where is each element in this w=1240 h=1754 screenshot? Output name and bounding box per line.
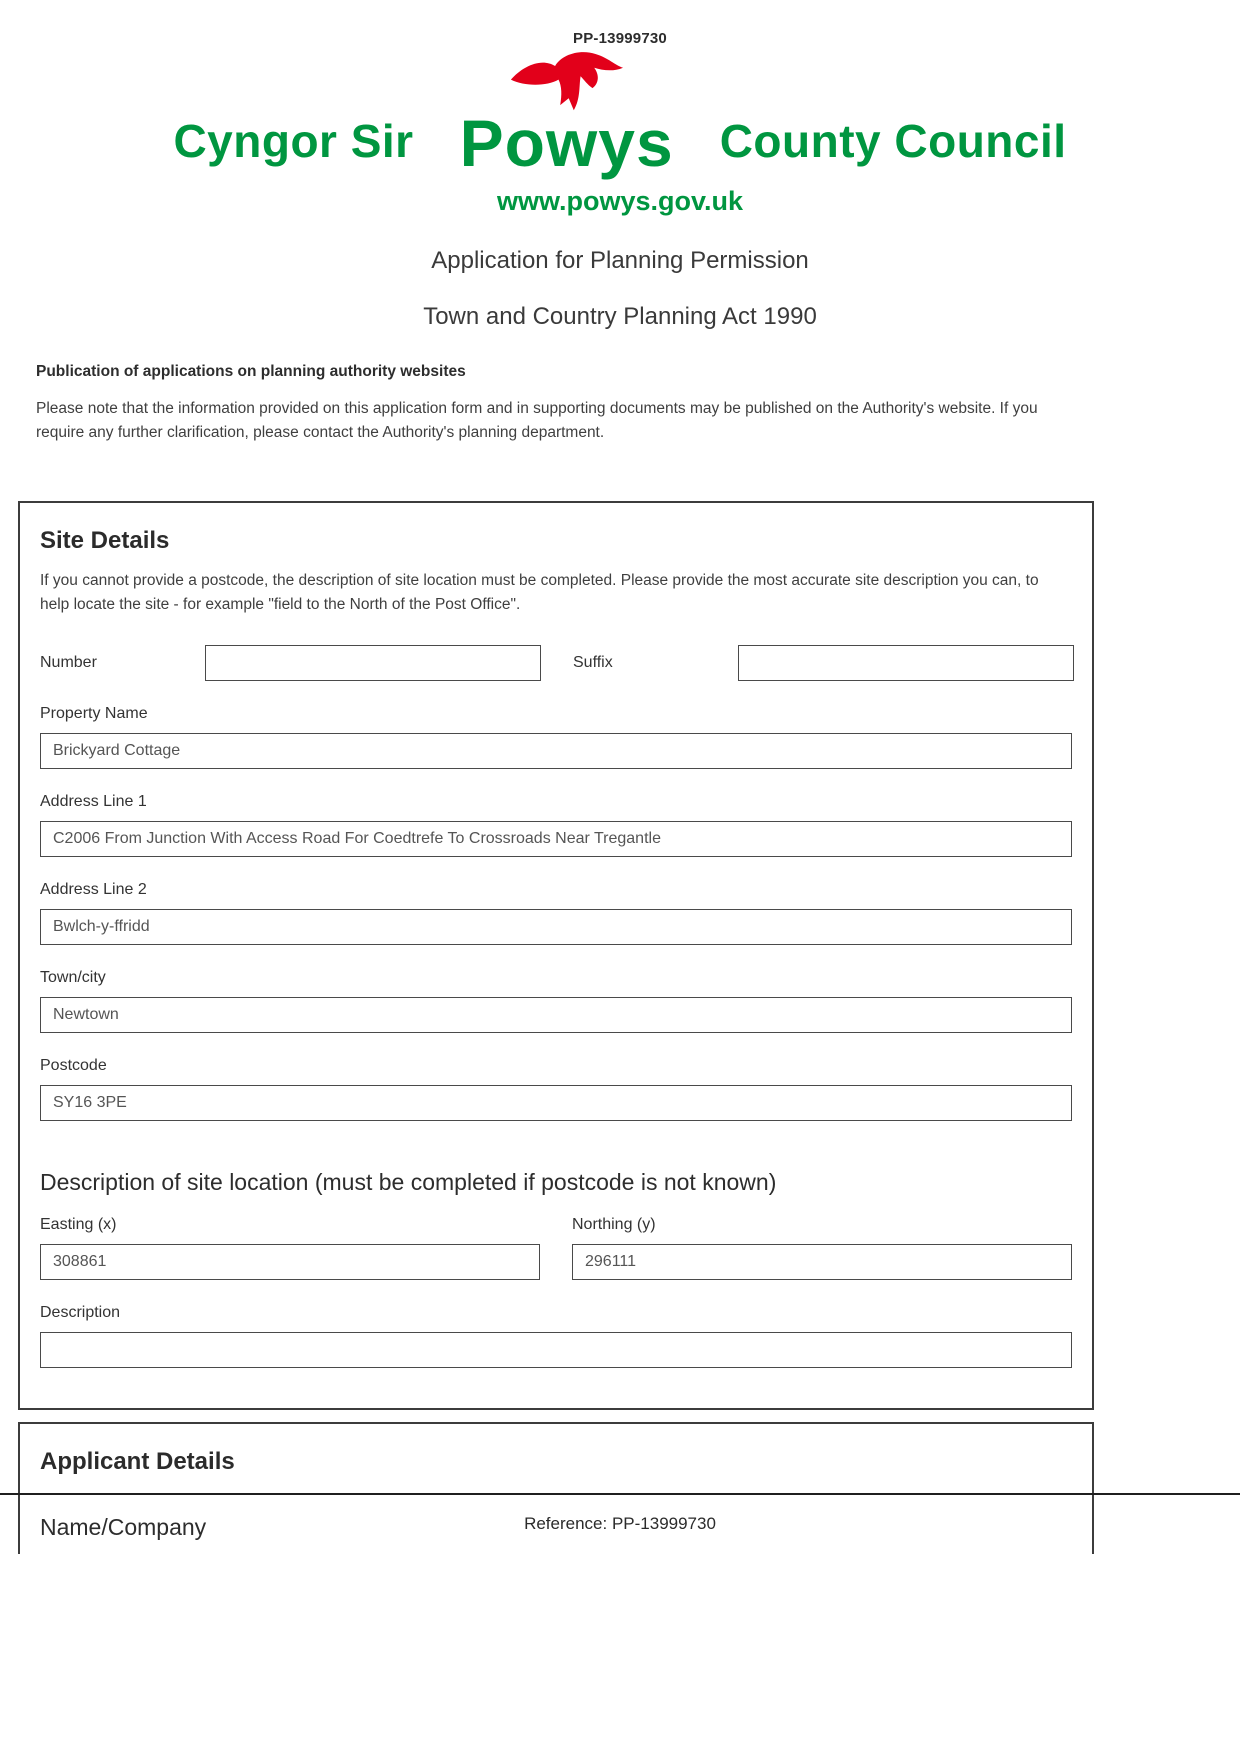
address-line-1-input[interactable] bbox=[40, 821, 1072, 857]
easting-northing-row bbox=[40, 1216, 1072, 1280]
address-line-1-field bbox=[40, 793, 1072, 857]
town-city-field bbox=[40, 969, 1072, 1033]
address-line-2-input[interactable] bbox=[40, 909, 1072, 945]
property-name-label: Property Name bbox=[40, 705, 148, 723]
town-city-input[interactable] bbox=[40, 997, 1072, 1033]
property-name-input[interactable] bbox=[40, 733, 1072, 769]
logo-text-english: County Council bbox=[719, 115, 1067, 168]
postcode-field bbox=[40, 1057, 1072, 1121]
site-details-heading: Site Details bbox=[40, 527, 170, 555]
logo-brand-block bbox=[460, 49, 674, 178]
name-company-label: Name/Company bbox=[40, 1514, 207, 1541]
footer-divider bbox=[0, 1493, 1240, 1495]
council-website-link[interactable]: www.powys.gov.uk bbox=[496, 186, 744, 217]
property-name-field bbox=[40, 705, 1072, 769]
logo-text-welsh: Cyngor Sir bbox=[173, 115, 414, 168]
site-details-section bbox=[18, 501, 1094, 1410]
red-kite-icon bbox=[503, 49, 631, 109]
town-city-label: Town/city bbox=[40, 969, 106, 987]
applicant-details-section bbox=[18, 1422, 1094, 1554]
postcode-input[interactable] bbox=[40, 1085, 1072, 1121]
council-logo bbox=[0, 49, 1240, 178]
document-title: Application for Planning Permission bbox=[431, 247, 809, 275]
easting-label: Easting (x) bbox=[40, 1216, 117, 1234]
number-label: Number bbox=[40, 654, 97, 672]
publication-heading: Publication of applications on planning authority websites bbox=[36, 363, 466, 381]
number-field bbox=[40, 645, 541, 681]
easting-field bbox=[40, 1216, 540, 1280]
applicant-details-heading: Applicant Details bbox=[40, 1448, 235, 1476]
address-line-1-label: Address Line 1 bbox=[40, 793, 147, 811]
logo-brand-name: Powys bbox=[459, 106, 674, 180]
document-subtitle: Town and Country Planning Act 1990 bbox=[423, 303, 817, 331]
address-line-2-field bbox=[40, 881, 1072, 945]
easting-input[interactable] bbox=[40, 1244, 540, 1280]
suffix-input[interactable] bbox=[738, 645, 1074, 681]
footer-reference: Reference: PP-13999730 bbox=[524, 1514, 716, 1533]
address-line-2-label: Address Line 2 bbox=[40, 881, 147, 899]
northing-label: Northing (y) bbox=[572, 1216, 656, 1234]
description-label: Description bbox=[40, 1304, 121, 1322]
number-suffix-row bbox=[40, 645, 1072, 681]
site-location-heading: Description of site location (must be completed if postcode is not known) bbox=[40, 1169, 777, 1196]
description-field bbox=[40, 1304, 1072, 1368]
northing-field bbox=[572, 1216, 1072, 1280]
northing-input[interactable] bbox=[572, 1244, 1072, 1280]
number-input[interactable] bbox=[205, 645, 541, 681]
postcode-label: Postcode bbox=[40, 1057, 107, 1075]
publication-text: Please note that the information provided on this application form and in supporting documents may be published on the Authority's website. If you require any further clarification, please contact the Authority's planning department. bbox=[36, 400, 1038, 442]
suffix-field bbox=[573, 645, 1074, 681]
description-input[interactable] bbox=[40, 1332, 1072, 1368]
form-reference: PP-13999730 bbox=[573, 30, 667, 47]
suffix-label: Suffix bbox=[573, 654, 613, 672]
site-details-intro: If you cannot provide a postcode, the description of site location must be completed. Please provide the most accurate site description you can, to help locate the site - for example "field to the North of the Post Office". bbox=[40, 572, 1039, 614]
